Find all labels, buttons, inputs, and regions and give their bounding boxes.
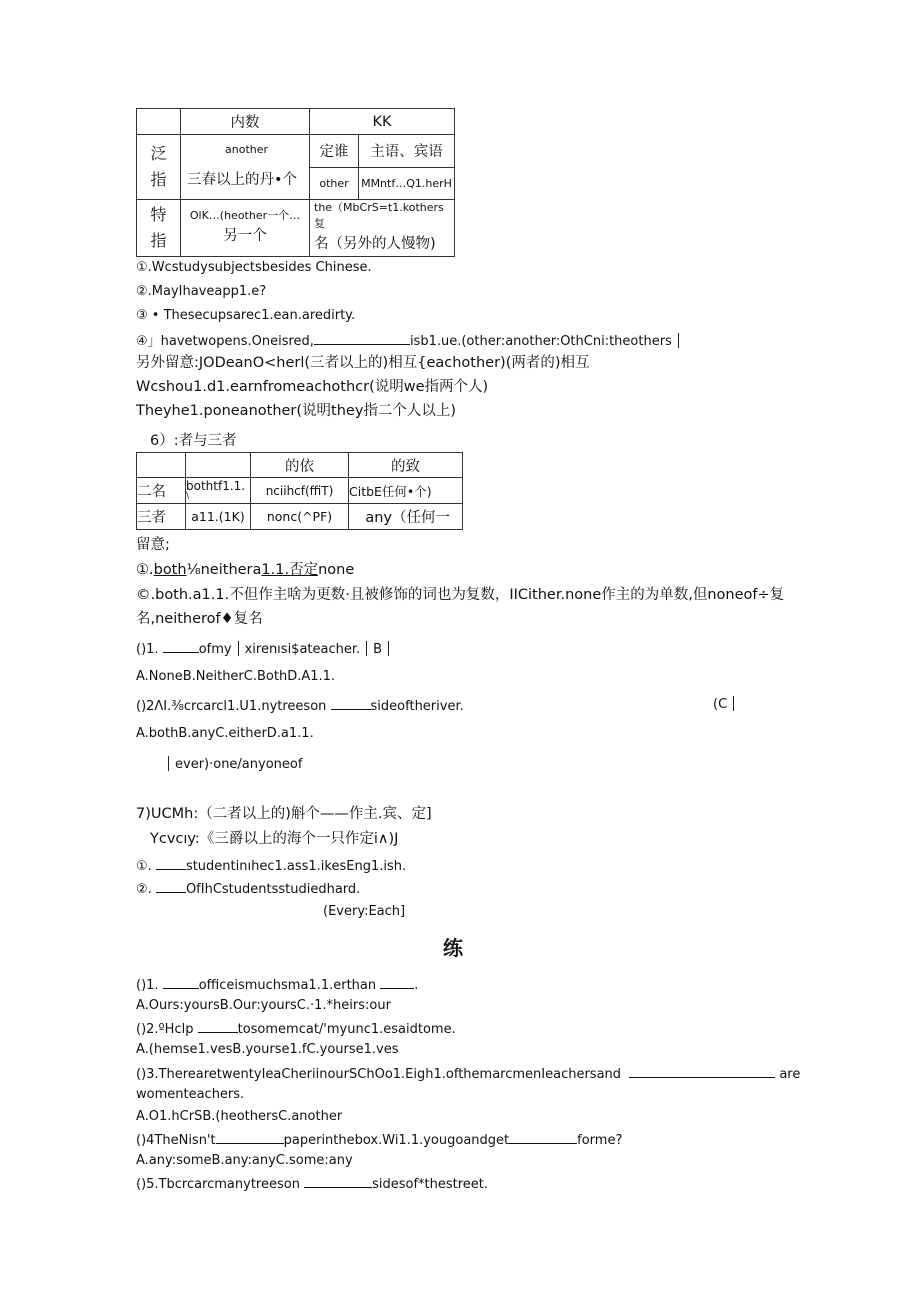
word-none: none: [318, 562, 355, 578]
table2-row2-c3: any（任何一: [349, 504, 463, 530]
the-others-line1: the（MbCrS=t1.kothers复: [314, 201, 444, 230]
example-4-end: isb1.ue.(other:another:OthCni:theothers: [409, 334, 672, 349]
another-word: another: [225, 143, 269, 156]
p2-text-a: ()2.ºHclp: [136, 1022, 194, 1037]
question-2: [136, 696, 464, 716]
table2-row2-label: 三者: [137, 504, 186, 530]
q2-bar: [733, 696, 734, 711]
p4-text-c: forme?: [577, 1133, 623, 1148]
p4-blank-2[interactable]: [509, 1130, 577, 1144]
note-example-we: Wcshou1.d1.earnfromeachothcr(说明we指两个人): [136, 379, 489, 395]
table1-zhuyu: 主语、宾语: [359, 135, 455, 168]
another-desc: 三春以上的丹•个: [187, 172, 298, 188]
note-example-they: Theyhe1.poneanother(说明they指二个人以上): [136, 403, 457, 419]
section6-title: 6）:者与三者: [150, 433, 237, 449]
section7-example-1: [136, 856, 406, 876]
ever-text: ever)·one/anyoneof: [175, 757, 303, 772]
q1-answer: B: [373, 642, 383, 657]
example-2: ②.MayIhaveapp1.e?: [136, 284, 267, 299]
p4-text-a: ()4TheNisn't: [136, 1133, 216, 1148]
p3-text-b: are: [779, 1067, 801, 1082]
q1-bar-3: [388, 641, 389, 656]
table1-corner: [137, 109, 181, 135]
note-both-neither: [136, 561, 354, 579]
table2-empty-head: [186, 453, 251, 478]
s7-ex2-blank[interactable]: [156, 879, 186, 893]
table1-other-word: other: [310, 167, 359, 200]
practice-5: [136, 1174, 488, 1194]
table1-others-word: MMntf…Q1.herH: [359, 167, 455, 200]
practice-1: [136, 975, 418, 995]
p1-blank-2[interactable]: [380, 975, 414, 989]
practice-title: 练: [443, 936, 464, 960]
p1-blank-1[interactable]: [163, 975, 199, 989]
q1-number: ()1.: [136, 642, 159, 657]
section7-title: 7)UCMh:（二者以上的)斛个——作主.宾、定]: [136, 806, 432, 822]
the-other-line1: OlK…(heother一个…: [189, 209, 301, 222]
s7-ex1-blank[interactable]: [156, 856, 186, 870]
section7-example-2: [136, 879, 360, 899]
bracket-mark: [678, 333, 679, 348]
p3-text-a: ()3.TherearetwentyIeaCheriinourSChOo1.Eigh1.ofthemarcmenIeachersand: [136, 1067, 622, 1082]
note-num: ①.: [136, 562, 154, 578]
p2-blank[interactable]: [198, 1019, 238, 1033]
note-each-other: 另外留意:JODeanO<herl(三者以上的)相互{eachother)(两者的)相互: [136, 355, 590, 371]
q2-answer: (C: [713, 697, 728, 712]
question-1: [136, 639, 395, 659]
q1-bar-2: [366, 641, 367, 656]
q2-text-a: ()2ΛΙ.⅜crcarcl1.U1.nytreeson: [136, 699, 327, 714]
s7-ex1-num: ①.: [136, 859, 152, 874]
example-3: ③ • Thesecupsarec1.ean.aredirty.: [136, 308, 356, 323]
table1-fan-label: [137, 135, 181, 200]
s7-ex1-text: studentinıhec1.ass1.ikesEng1.ish.: [185, 859, 407, 874]
note-plural-rule: ©.both.a1.1.不但作主啥为更数·且被修饰的词也为复数，IICither.none作主的为单数,但noneof÷复: [136, 587, 785, 603]
the-others-line2: 名（另外的人慢物): [314, 236, 436, 252]
table1-the-others-cell: [310, 200, 455, 257]
table2-row1-label: 二名: [137, 478, 186, 504]
p5-text-a: ()5.Tbcrcarcmanytreeson: [136, 1177, 300, 1192]
question-2-answer: [713, 696, 740, 714]
q1-text-b: xirenısi$ateacher.: [244, 642, 361, 657]
fan-char: 泛: [150, 144, 167, 163]
table2-row2-c2: nonc(^PF): [251, 504, 349, 530]
practice-1-options: A.Ours:yoursB.Our:yoursC.·1.*heirs:our: [136, 998, 391, 1013]
p4-blank-1[interactable]: [216, 1130, 284, 1144]
s7-ex2-text: OfIhCstudentsstudiedhard.: [185, 882, 361, 897]
both-text-tail: \: [186, 491, 190, 501]
table2-row2-c1: a11.(1K): [186, 504, 251, 530]
zhi2-char: 指: [150, 231, 167, 250]
p1-end: .: [414, 978, 419, 993]
practice-4-options: A.any:someB.any:anyC.some:any: [136, 1153, 353, 1168]
ever-note: [162, 756, 302, 774]
table2-row1-c1: [186, 478, 251, 504]
table1-head-col1: 内数: [181, 109, 310, 135]
word-both: both: [153, 562, 187, 578]
question-1-options: A.NoneB.NeitherC.BothD.A1.1.: [136, 669, 336, 684]
p4-text-b: paperinthebox.Wi1.1.yougoandget: [283, 1133, 510, 1148]
table2-row1-c3: CitbE任何•个): [349, 478, 463, 504]
ever-bar: [168, 756, 169, 771]
practice-2: [136, 1019, 456, 1039]
q1-blank[interactable]: [163, 639, 199, 653]
practice-3-options: A.O1.hCrSB.(heothersC.another: [136, 1109, 343, 1124]
pronoun-table-both-all: [136, 452, 463, 530]
example-4: [136, 331, 685, 351]
q1-text-a: ofmy: [198, 642, 232, 657]
practice-4: [136, 1130, 622, 1150]
word-all-negation: 1.1.否定: [261, 562, 319, 578]
q2-text-b: sideoftheriver.: [370, 699, 464, 714]
pronoun-table-other: [136, 108, 455, 257]
table1-the-other-cell: [181, 200, 310, 257]
p5-blank[interactable]: [304, 1174, 372, 1188]
table2-head2: 的致: [349, 453, 463, 478]
both-text: bothtf1.1.: [186, 479, 246, 493]
example-4-start: ④」havetwopens.Oneisred,: [136, 334, 314, 349]
table2-row1-c2: nciihcf(ffiT): [251, 478, 349, 504]
section7-answer: (Every:Each]: [323, 904, 406, 919]
the-other-line2: 另一个: [223, 228, 267, 244]
example-1: ①.Wcstudysubjectsbesides Chinese.: [136, 260, 372, 275]
table1-te-label: [137, 200, 181, 257]
practice-3-cont: womenteachers.: [136, 1087, 245, 1102]
p5-text-b: sidesof*thestreet.: [372, 1177, 489, 1192]
question-2-options: A.bothB.anyC.eitherD.a1.1.: [136, 726, 314, 741]
p3-blank[interactable]: [629, 1064, 775, 1078]
table1-head-col2: KK: [310, 109, 455, 135]
q2-blank[interactable]: [331, 696, 371, 710]
table2-corner: [137, 453, 186, 478]
s7-ex2-num: ②.: [136, 882, 152, 897]
q1-bar-1: [238, 641, 239, 656]
practice-3: [136, 1064, 800, 1084]
table1-dingwei: 定谁: [310, 135, 359, 168]
table2-head1: 的依: [251, 453, 349, 478]
p2-text-b: tosomemcat/'myunc1.esaidtome.: [237, 1022, 456, 1037]
zhi-char: 指: [150, 170, 167, 189]
section7-every: Ycvcıy:《三爵以上的海个一只作定i∧)J: [150, 831, 399, 847]
example-4-blank[interactable]: [314, 331, 410, 345]
note-plural-rule-cont: 名,neitherof♦复名: [136, 611, 263, 627]
p1-text: officeismuchsma1.1.erthan: [198, 978, 377, 993]
practice-2-options: A.(hemse1.vesB.yourse1.fC.yourse1.ves: [136, 1042, 399, 1057]
word-neither: ⅛neithera: [186, 562, 262, 578]
liuyi-label: 留意;: [136, 537, 170, 553]
te-char: 特: [150, 205, 167, 224]
table1-another-cell: [181, 135, 310, 200]
p1-num: ()1.: [136, 978, 159, 993]
